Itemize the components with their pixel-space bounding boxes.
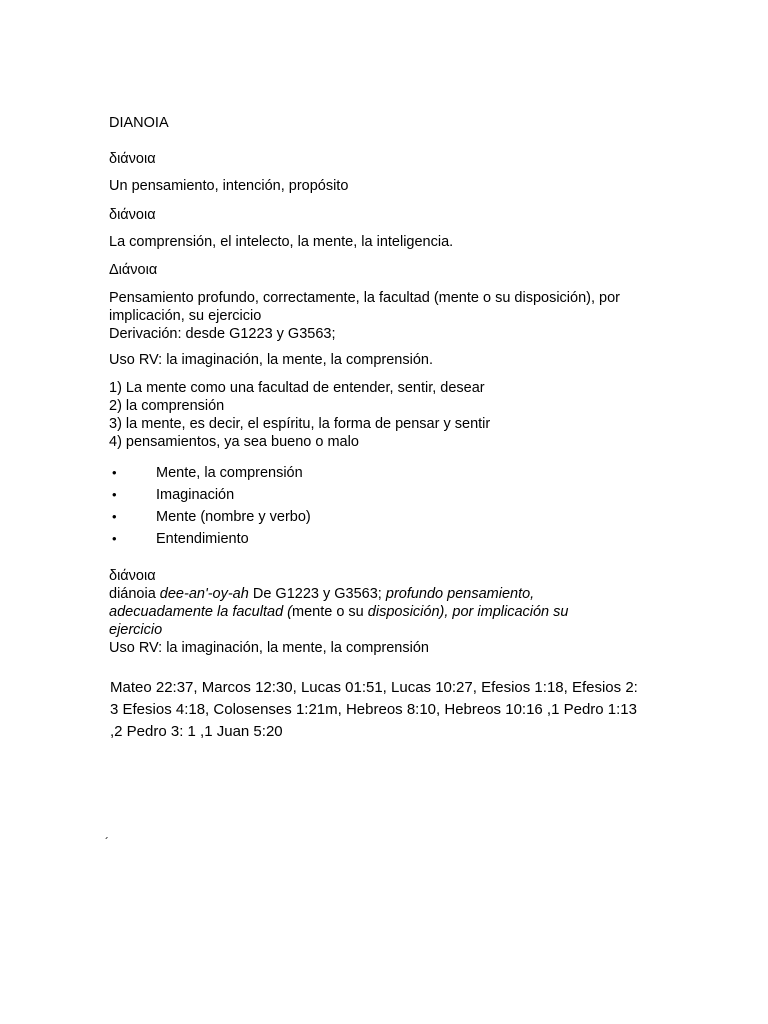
entry-definition-c: disposición), por implicación su bbox=[367, 604, 569, 620]
page-title: DIANOIA bbox=[109, 115, 169, 131]
entry-definition-b: adecuadamente la facultad ( bbox=[109, 604, 292, 620]
greek-word-2: διάνοια bbox=[109, 207, 156, 223]
bullet-label: Entendimiento bbox=[156, 531, 249, 547]
greek-word-3: Διάνοια bbox=[109, 262, 158, 278]
entry-translit: diánoia bbox=[109, 586, 156, 602]
bullet-label: Imaginación bbox=[156, 487, 235, 503]
entry-line-3 bbox=[109, 621, 669, 639]
scripture-references: Mateo 22:37, Marcos 12:30, Lucas 01:51, Lucas 10:27, Efesios 1:18, Efesios 2: 3 Efesios 4:18, Colosenses 1:21m, Hebreos 8:10, Hebreos 10:16 ,1 Pedro 1:13 ,2 Pedro 3: 1 ,1 Juan 5:20 bbox=[110, 679, 638, 740]
entry-greek: διάνοια bbox=[109, 568, 156, 584]
numbered-item: 3) la mente, es decir, el espíritu, la forma de pensar y sentir bbox=[109, 416, 491, 432]
greek-word-1: διάνοια bbox=[109, 151, 156, 167]
entry-uso-rv: Uso RV: la imaginación, la mente, la comprensión bbox=[109, 640, 429, 656]
bullet-icon: • bbox=[112, 531, 117, 546]
bullet-label: Mente, la comprensión bbox=[156, 465, 303, 481]
entry-o-su: o su bbox=[332, 604, 368, 620]
bullet-label: Mente (nombre y verbo) bbox=[156, 509, 311, 525]
numbered-item: 2) la comprensión bbox=[109, 398, 225, 414]
lexicon-entry bbox=[109, 567, 669, 657]
definition-3 bbox=[109, 289, 669, 343]
entry-mente: mente bbox=[292, 604, 333, 620]
derivation: Derivación: desde G1223 y G3563; bbox=[109, 326, 336, 342]
definition-3-line-2: implicación, su ejercicio bbox=[109, 308, 262, 324]
numbered-item: 4) pensamientos, ya sea bueno o malo bbox=[109, 434, 359, 450]
definition-1: Un pensamiento, intención, propósito bbox=[109, 178, 349, 194]
entry-pronunciation: dee-an'-oy-ah bbox=[159, 586, 249, 602]
numbered-item: 1) La mente como una facultad de entender, sentir, desear bbox=[109, 380, 485, 396]
bullet-icon: • bbox=[112, 465, 117, 480]
entry-definition-d: ejercicio bbox=[109, 622, 163, 638]
uso-rv-1: Uso RV: la imaginación, la mente, la comprensión. bbox=[109, 352, 433, 368]
entry-derivation: De G1223 y G3563; bbox=[252, 586, 382, 602]
entry-definition-a: profundo pensamiento, bbox=[385, 586, 535, 602]
definition-2: La comprensión, el intelecto, la mente, la inteligencia. bbox=[109, 234, 454, 250]
entry-line-1 bbox=[109, 585, 669, 603]
bullet-icon: • bbox=[112, 509, 117, 524]
definition-3-line-1: Pensamiento profundo, correctamente, la facultad (mente o su disposición), por bbox=[109, 290, 620, 306]
bullet-icon: • bbox=[112, 487, 117, 502]
stray-mark: ´ bbox=[105, 835, 109, 849]
numbered-list bbox=[109, 379, 669, 451]
entry-line-2 bbox=[109, 603, 669, 621]
